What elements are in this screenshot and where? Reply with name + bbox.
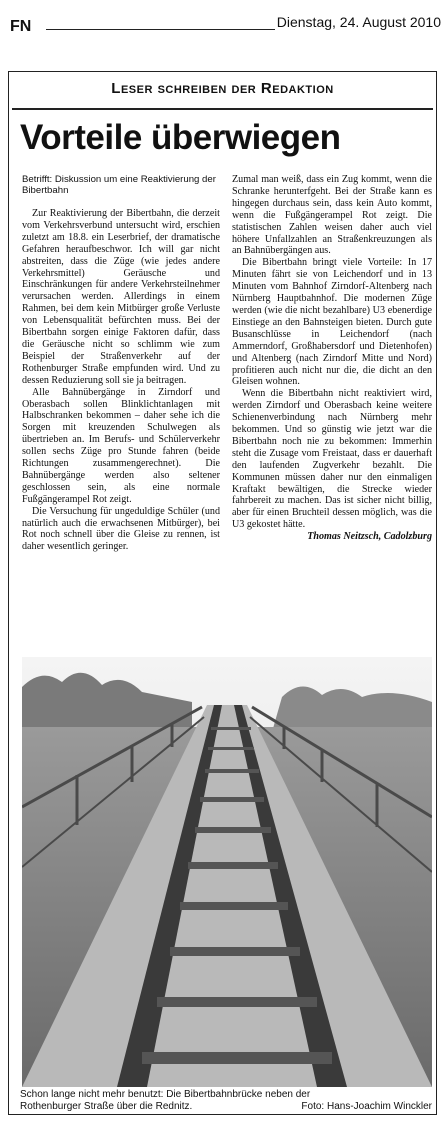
rubric-text: Leser schreiben der Redaktion — [111, 80, 334, 97]
bridge-photo-drawing — [22, 657, 432, 1087]
paragraph: Zumal man weiß, dass ein Zug kommt, wenn die Schranke herunterfgeht. Bei der Straße kann es hingegen durchaus sein, dass kein Auto kommt, wenn die Fußgängerampel Rot zeigt. Die statistischen Zahlen weisen daher auch viel höhere Unfallzahlen an Straßenkreuzungen als an Bahnübergängen aus. — [232, 174, 432, 257]
subject-line: Betrifft: Diskussion um eine Reaktivierung der Bibertbahn — [22, 174, 216, 196]
paragraph: Alle Bahnübergänge in Zirndorf und Oberasbach sollen Blinklichtanlagen mit Halbschranken bekommen – daher sehe ich die Sorgen mit kreuzenden Schulwegen als übertrieben an. Im Berufs- und Schülerverkehr sollen sechs Züge pro Stunde fahren (beide Richtungen zusammengerechnet). Die Bahnübergänge werden also seltener geschlossen sein, als eine normale Fußgängerampel Rot zeigt. — [22, 386, 220, 505]
rubric-rule — [12, 108, 433, 110]
railway-bridge-photo — [22, 657, 432, 1087]
photo-caption — [20, 1089, 432, 1112]
paragraph: Die Bibertbahn bringt viele Vorteile: In 17 Minuten fährt sie von Leichendorf und in 13 Minuten vom Bahnhof Zirndorf-Altenberg nach Nürnberg Hauptbahnhof. Die modernen Züge werden (wie die nicht bezahlbare) U3 ebenerdige Einstiege an den Bahnsteigen bieten. Durch gute Busanschlüsse in Leichendorf (nach Ammerndorf, Großhabersdorf und Dietenhofen) und Altenberg (nach Zirndorf Mitte und Nord) profitieren auch nicht nur die, die dicht an den Gleisen wohnen. — [232, 257, 432, 388]
page-header — [0, 0, 447, 44]
article-column-left — [22, 174, 220, 553]
issue-date: Dienstag, 24. August 2010 — [276, 14, 441, 30]
paragraph: Wenn die Bibertbahn nicht reaktiviert wird, werden Zirndorf und Oberasbach keine weitere Schienenverbindung nach Nürnberg mehr bekommen. Und so günstig wie jetzt war die Bibertbahn noch nie zu bekommen: Immerhin steht die Zusage vom Freistaat, dass er dauerhaft den laufenden Zugverkehr bezahlt. Die Kommunen müssen daher nur den einmaligen Kraftakt bewältigen, die Strecke wieder fahrbereit zu machen. Das ist sicher nicht billig, aber für einen Bruchteil dessen möglich, was die U3 gekostet hätte. — [232, 388, 432, 531]
paragraph: Die Versuchung für ungeduldige Schüler (und natürlich auch die erwachsenen Mitbürger), bei Rot noch schnell über die Gleise zu rennen, ist daher wesentlich geringer. — [22, 505, 220, 553]
article-headline: Vorteile überwiegen — [20, 118, 341, 157]
header-rule — [46, 29, 275, 30]
section-label: FN — [10, 18, 32, 35]
photo-credit: Foto: Hans-Joachim Winckler — [301, 1100, 432, 1112]
paragraph: Zur Reaktivierung der Bibertbahn, die derzeit vom Verkehrsverbund untersucht wird, erschien zuletzt am 18.8. ein Leserbrief, der dramatische Gefahren heraufbeschwor. Ich will gar nicht abstreiten, dass die Züge (wie jedes andere Verkehrsmittel) Geräusche und Einschränkungen für andere Verkehrsteilnehmer verursachen werden. Allerdings in einem Rahmen, bei dem kein Mitbürger große Verluste von Lebensqualität befürchten muss. Bei der Bibertbahn sorgen einige Faktoren dafür, dass die Geräusche nicht so schlimm wie zum Beispiel der Straßenverkehr auf der Rothenburger Straße empfunden wird. Und zu dessen Reduzierung soll sie ja beitragen. — [22, 208, 220, 386]
caption-text: Schon lange nicht mehr benutzt: Die Bibertbahnbrücke neben der Rothenburger Straße über die Rednitz. — [20, 1089, 311, 1112]
letter-author: Thomas Neitzsch, Cadolzburg — [307, 531, 432, 543]
rubric-heading — [12, 80, 433, 106]
article-column-right — [232, 174, 432, 543]
